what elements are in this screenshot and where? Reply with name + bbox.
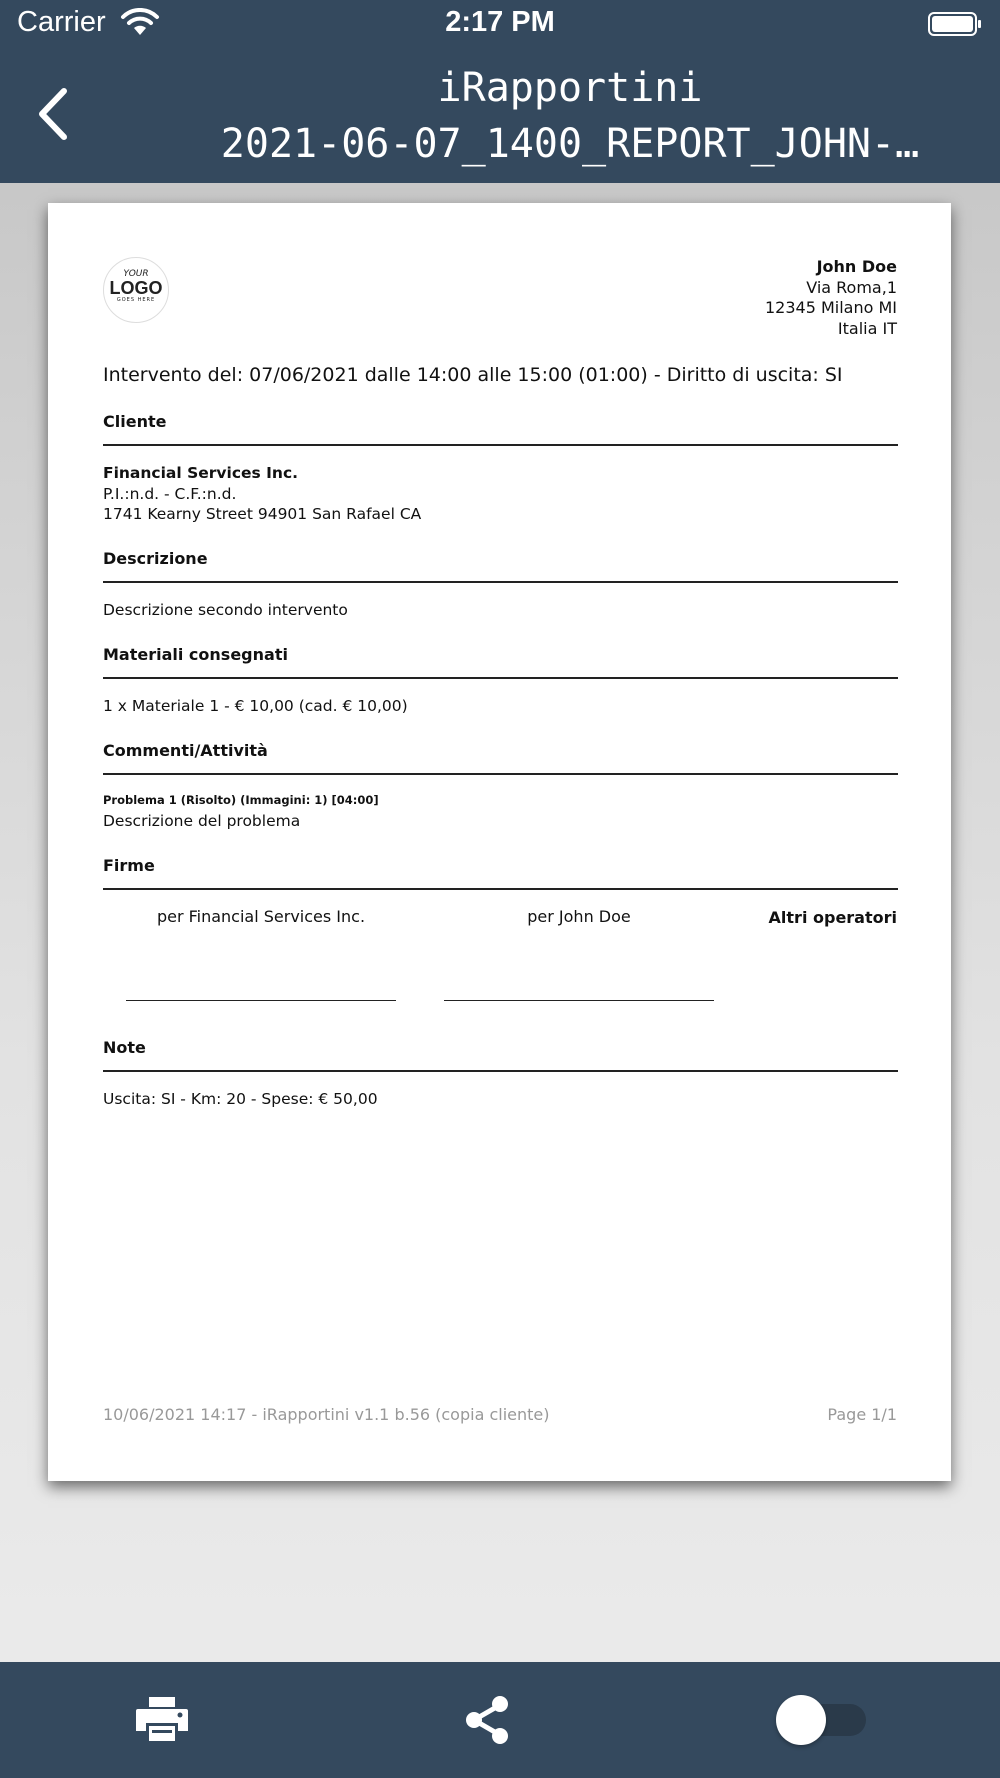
- company-street: Via Roma,1: [806, 277, 897, 297]
- section-note-title: Note: [103, 1038, 146, 1057]
- client-block: [103, 463, 421, 525]
- client-tax: P.I.:n.d. - C.F.:n.d.: [103, 484, 237, 503]
- copy-type-toggle[interactable]: [776, 1695, 866, 1745]
- toggle-knob[interactable]: [776, 1695, 826, 1745]
- back-chevron-icon[interactable]: [33, 86, 73, 142]
- client-address: 1741 Kearny Street 94901 San Rafael CA: [103, 505, 422, 523]
- divider: [103, 581, 898, 583]
- intervention-summary: Intervento del: 07/06/2021 dalle 14:00 alle 15:00 (01:00) - Diritto di uscita: SI: [103, 364, 843, 386]
- company-city: 12345 Milano MI: [764, 298, 897, 317]
- notes-text: Uscita: SI - Km: 20 - Spese: € 50,00: [103, 1090, 378, 1108]
- logo-line3: GOES HERE: [116, 297, 156, 303]
- divider: [103, 677, 898, 679]
- logo-line2: LOGO: [109, 278, 163, 298]
- divider: [103, 773, 898, 775]
- company-address: [765, 257, 897, 339]
- printer-icon[interactable]: [136, 1695, 188, 1743]
- status-bar: [0, 0, 1000, 50]
- signature-line-operator[interactable]: [444, 1000, 714, 1001]
- company-country: Italia IT: [837, 318, 897, 338]
- carrier-label: Carrier: [17, 6, 106, 38]
- other-operators-label: Altri operatori: [768, 908, 897, 927]
- divider: [103, 1070, 898, 1072]
- materials-text: 1 x Materiale 1 - € 10,00 (cad. € 10,00): [103, 697, 408, 715]
- bottom-toolbar: [0, 1662, 1000, 1778]
- report-footer-info: 10/06/2021 14:17 - iRapportini v1.1 b.56 (copia cliente): [103, 1405, 550, 1424]
- comments-block: [103, 790, 379, 831]
- problem-title: Problema 1 (Risolto) (Immagini: 1) [04:00]: [103, 793, 379, 807]
- section-firme-title: Firme: [103, 856, 155, 875]
- page-number: Page 1/1: [827, 1405, 897, 1424]
- signature-label-client: per Financial Services Inc.: [156, 907, 366, 926]
- section-commenti-title: Commenti/Attività: [103, 741, 268, 760]
- logo-line1: YOUR: [123, 269, 149, 279]
- clock: 2:17 PM: [445, 6, 555, 38]
- title-app: iRapportini: [437, 65, 703, 111]
- page-title: [180, 60, 960, 172]
- divider: [103, 444, 898, 446]
- section-cliente-title: Cliente: [103, 412, 167, 431]
- section-materiali-title: Materiali consegnati: [103, 645, 288, 664]
- title-filename: 2021-06-07_1400_REPORT_JOHN-…: [220, 121, 920, 167]
- signature-line-client[interactable]: [126, 1000, 396, 1001]
- section-descrizione-title: Descrizione: [103, 549, 208, 568]
- company-name: John Doe: [816, 257, 897, 276]
- battery-icon: [928, 12, 982, 36]
- navigation-bar: [0, 0, 1000, 183]
- share-icon[interactable]: [463, 1695, 511, 1745]
- divider: [103, 888, 898, 890]
- company-logo: [103, 257, 169, 323]
- problem-description: Descrizione del problema: [103, 811, 301, 830]
- signature-label-operator: per John Doe: [527, 907, 631, 926]
- description-text: Descrizione secondo intervento: [103, 601, 348, 619]
- report-document: [48, 203, 951, 1481]
- client-name: Financial Services Inc.: [103, 464, 299, 482]
